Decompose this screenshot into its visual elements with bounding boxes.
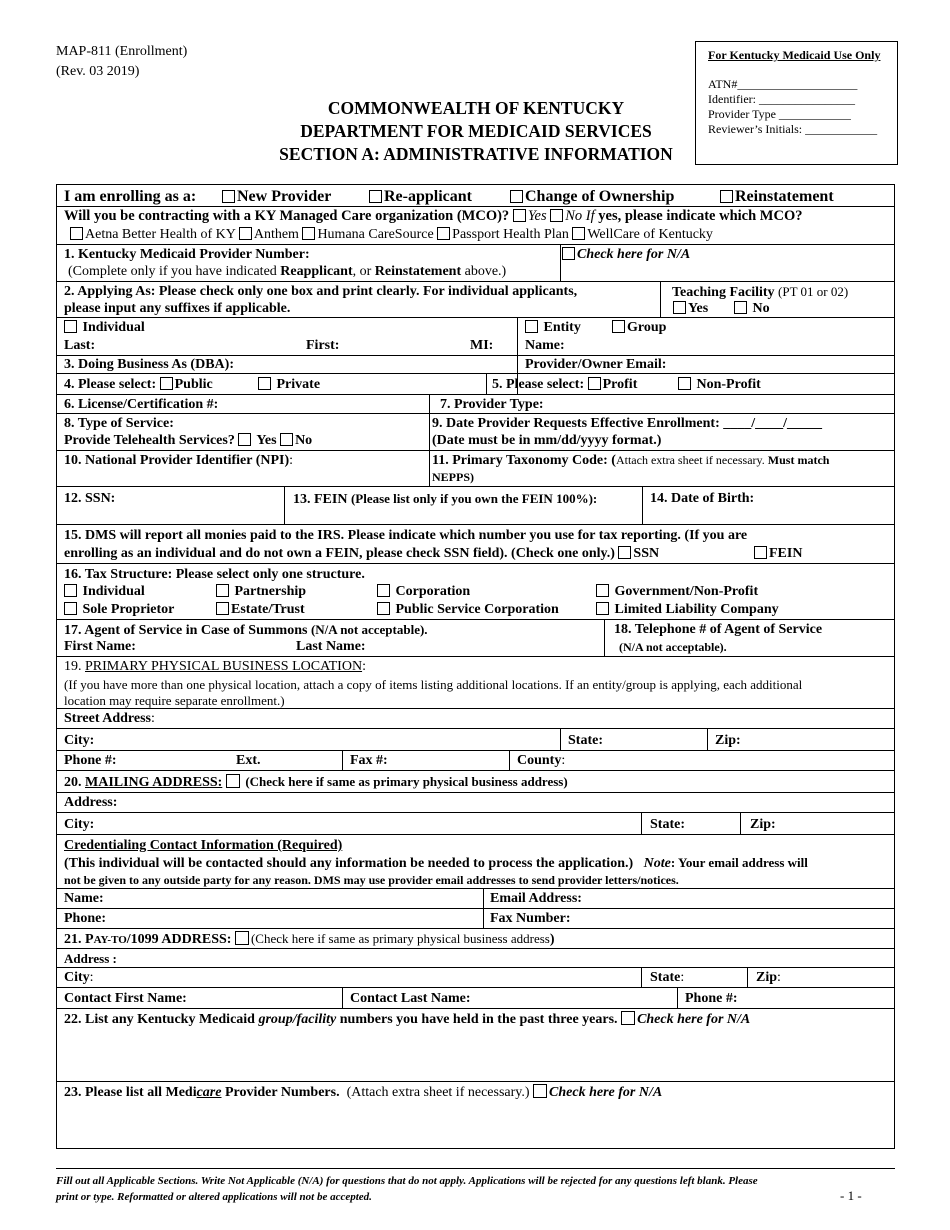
contact-first-label: Contact First Name: — [64, 991, 187, 1006]
credentialing-heading: Credentialing Contact Information (Required) — [64, 838, 343, 853]
q1-label: 1. Kentucky Medicaid Provider Number: — [64, 247, 310, 262]
q22-na-label: Check here for N/A — [637, 1012, 751, 1027]
mailing-same-checkbox[interactable] — [226, 774, 240, 788]
new-provider-option[interactable] — [222, 187, 331, 206]
title-line-1: COMMONWEALTH OF KENTUCKY — [327, 98, 625, 118]
q1-note-post: above.) — [461, 264, 507, 279]
q1-note-mid: , or — [352, 264, 375, 279]
agent-label: 17. Agent of Service in Case of Summons — [64, 623, 308, 638]
sole-option[interactable] — [64, 601, 174, 618]
agent-last-label: Last Name: — [296, 639, 366, 654]
partnership-label: Partnership — [234, 584, 307, 599]
mco-no-checkbox[interactable] — [550, 209, 563, 222]
divider — [56, 1081, 895, 1082]
fein-option-label: FEIN — [769, 546, 803, 561]
q19-note-1: (If you have more than one physical location, attach a copy of items listing additional locations. If an entity/group is applying, each additional — [64, 677, 803, 692]
telehealth-no-checkbox[interactable] — [280, 433, 293, 446]
teaching-facility — [672, 283, 848, 301]
taxonomy-row — [432, 452, 829, 469]
wellcare-label: WellCare of Kentucky — [587, 227, 713, 242]
public-checkbox[interactable] — [160, 377, 173, 390]
corporation-checkbox[interactable] — [377, 584, 390, 597]
divider — [56, 450, 895, 451]
q19-num: 19. — [64, 659, 85, 674]
form-id-text: MAP-811 (Enrollment) — [56, 44, 188, 59]
footer-line-1: Fill out all Applicable Sections. Write Not Applicable (N/A) for questions that do not apply. Applications will be rejected for any questions left blank. Please — [56, 1175, 758, 1187]
reinstatement-option[interactable] — [720, 187, 834, 206]
psc-option[interactable] — [377, 601, 559, 618]
cred-line1-text: (This individual will be contacted should any information be needed to process the application.) — [64, 856, 634, 871]
entity-checkbox[interactable] — [525, 320, 538, 333]
fein-checkbox[interactable] — [754, 546, 767, 559]
q1-note-reapplicant: Reapplicant — [280, 264, 353, 279]
divider — [641, 812, 642, 834]
q2-line1: 2. Applying As: Please check only one box and print clearly. For individual applicants, — [64, 284, 578, 299]
fein-option[interactable] — [754, 545, 802, 562]
enrolling-label: I am enrolling as a: — [64, 188, 197, 205]
npi-row — [64, 452, 293, 469]
agent-row — [64, 621, 428, 639]
divider — [56, 792, 895, 793]
county-label: County — [517, 753, 562, 768]
teaching-yes-option[interactable] — [673, 300, 708, 317]
change-ownership-checkbox[interactable] — [510, 190, 523, 203]
q1-note-reinstatement: Reinstatement — [374, 264, 462, 279]
mco-no-label: No — [565, 208, 583, 224]
footer-line-2: print or type. Reformatted or altered applications will not be accepted. — [56, 1191, 372, 1203]
estate-option[interactable] — [216, 601, 305, 618]
contact-last-label: Contact Last Name: — [350, 991, 471, 1006]
ssn-label: 12. SSN: — [64, 491, 116, 506]
divider — [56, 413, 895, 414]
divider — [56, 206, 895, 207]
zip-label: Zip: — [715, 733, 741, 748]
individual-option[interactable] — [64, 319, 145, 336]
q22-post: numbers you have held in the past three years. — [336, 1012, 618, 1027]
divider — [509, 750, 510, 770]
q19-note-2: location may require separate enrollment.) — [64, 693, 285, 708]
divider — [56, 656, 895, 657]
mco-if-label: If — [585, 208, 595, 224]
ext-label: Ext. — [236, 753, 261, 768]
last-name-label: Last: — [64, 338, 96, 353]
agent-phone-label: 18. Telephone # of Agent of Service — [614, 622, 823, 637]
divider — [56, 317, 895, 318]
title-line-3: SECTION A: ADMINISTRATIVE INFORMATION — [279, 144, 673, 164]
street-colon: : — [150, 711, 155, 726]
divider — [56, 244, 895, 245]
llc-option[interactable] — [596, 601, 779, 618]
taxonomy-label: 11. Primary Taxonomy Code: ( — [432, 453, 616, 468]
divider — [56, 770, 895, 771]
divider — [483, 888, 484, 928]
divider — [56, 928, 895, 929]
nonprofit-label: Non-Profit — [696, 377, 761, 392]
divider — [604, 619, 605, 656]
q21-note: (Check here if same as primary physical business address — [250, 931, 550, 946]
divider — [641, 967, 642, 987]
new-provider-label: New Provider — [237, 188, 332, 205]
page-title — [256, 97, 696, 166]
divider — [56, 750, 895, 751]
city-label: City: — [64, 733, 95, 748]
q1-na-checkbox[interactable] — [562, 247, 575, 260]
ssn-checkbox[interactable] — [618, 546, 631, 559]
form-id — [56, 42, 187, 82]
re-applicant-label: Re-applicant — [384, 188, 472, 205]
first-name-label: First: — [306, 338, 340, 353]
phone-label: Phone #: — [64, 753, 117, 768]
telehealth-yes-checkbox[interactable] — [238, 433, 251, 446]
reviewer-initials-field: Reviewer’s Initials: ____________ — [708, 122, 878, 136]
mco-question-row — [64, 208, 802, 225]
divider — [56, 834, 895, 835]
cred-email-label: Email Address: — [490, 891, 582, 906]
q23-note: (Attach extra sheet if necessary.) — [346, 1085, 530, 1100]
q23-italic: care — [196, 1085, 222, 1100]
cred-name-label: Name: — [64, 891, 104, 906]
tax-structure-label: 16. Tax Structure: Please select only one structure. — [64, 567, 365, 582]
q1-na-label: Check here for N/A — [577, 247, 691, 262]
public-label: Public — [174, 377, 213, 392]
q22-italic: group/facility — [258, 1012, 337, 1027]
pay-to-state-colon: : — [680, 970, 685, 985]
mailing-zip-label: Zip: — [750, 817, 776, 832]
q20-label: MAILING ADDRESS: — [85, 775, 223, 790]
llc-checkbox[interactable] — [596, 602, 609, 615]
individual-checkbox[interactable] — [64, 320, 77, 333]
cred-fax-label: Fax Number: — [490, 911, 571, 926]
divider — [342, 750, 343, 770]
form-revision: (Rev. 03 2019) — [56, 64, 140, 79]
divider — [560, 244, 561, 281]
divider — [56, 373, 895, 374]
q23-na-label: Check here for N/A — [549, 1085, 663, 1100]
effective-date-label: 9. Date Provider Requests Effective Enrollment: ____/____/_____ — [432, 416, 823, 431]
provider-type-label: 7. Provider Type: — [440, 397, 544, 412]
divider — [56, 524, 895, 525]
agent-first-label: First Name: — [64, 639, 136, 654]
q4-label: 4. Please select: — [64, 377, 157, 392]
llc-label: Limited Liability Company — [614, 602, 779, 617]
q22-na-checkbox[interactable] — [621, 1011, 635, 1025]
owner-email-label: Provider/Owner Email: — [525, 357, 667, 372]
government-label: Government/Non-Profit — [614, 584, 759, 599]
divider — [56, 394, 895, 395]
atn-field: ATN#____________________ — [708, 77, 858, 91]
humana-label: Humana CareSource — [317, 227, 434, 242]
q15-line2: enrolling as an individual and do not own a FEIN, please check SSN field). (Check one only.) — [64, 546, 615, 561]
passport-checkbox[interactable] — [437, 227, 450, 240]
divider — [677, 987, 678, 1008]
private-option[interactable] — [258, 376, 320, 393]
taxonomy-must: Must match — [764, 453, 830, 467]
taxonomy-nepps: NEPPS) — [432, 470, 474, 484]
tax-individual-checkbox[interactable] — [64, 584, 77, 597]
aetna-label: Aetna Better Health of KY — [85, 227, 236, 242]
license-label: 6. License/Certification #: — [64, 397, 219, 412]
reinstatement-checkbox[interactable] — [720, 190, 733, 203]
q4-row — [64, 376, 213, 393]
entity-label: Entity — [543, 320, 581, 335]
title-line-2: DEPARTMENT FOR MEDICAID SERVICES — [300, 121, 652, 141]
pay-to-zip-row — [756, 969, 781, 986]
q15-line1: 15. DMS will report all monies paid to the IRS. Please indicate which number you use for tax reporting. (If you are — [64, 528, 748, 543]
pay-to-city-colon: : — [89, 970, 94, 985]
anthem-label: Anthem — [253, 227, 299, 242]
private-label: Private — [276, 377, 321, 392]
estate-checkbox[interactable] — [216, 602, 229, 615]
telehealth-row — [64, 432, 312, 449]
divider — [284, 486, 285, 524]
change-ownership-label: Change of Ownership — [525, 188, 675, 205]
npi-colon: : — [289, 453, 294, 468]
effective-date-note: (Date must be in mm/dd/yyyy format.) — [432, 433, 662, 448]
divider — [56, 812, 895, 813]
county-row — [517, 752, 565, 769]
q19-colon: : — [362, 659, 366, 674]
npi-label: 10. National Provider Identifier (NPI) — [64, 453, 290, 468]
change-ownership-option[interactable] — [510, 187, 674, 206]
divider — [56, 908, 895, 909]
nonprofit-checkbox[interactable] — [678, 377, 691, 390]
mailing-row — [64, 773, 568, 791]
q1-note-pre: (Complete only if you have indicated — [68, 264, 281, 279]
dob-label: 14. Date of Birth: — [650, 491, 755, 506]
mco-which-label: yes, please indicate which MCO? — [598, 208, 803, 224]
use-only-heading: For Kentucky Medicaid Use Only — [708, 48, 881, 62]
pay-to-city-label: City — [64, 970, 90, 985]
street-address-label: Street Address — [64, 711, 151, 726]
page-number: - 1 - — [840, 1188, 862, 1203]
fein-label: 13. FEIN — [293, 492, 348, 507]
footer-rule — [56, 1168, 895, 1169]
teaching-no-label: No — [752, 301, 770, 316]
q5-row — [492, 376, 637, 393]
nonprofit-option[interactable] — [678, 376, 761, 393]
divider — [429, 394, 430, 486]
pay-to-state-label: State — [650, 970, 681, 985]
divider — [660, 281, 661, 317]
entity-name-label: Name: — [525, 338, 565, 353]
teaching-no-checkbox[interactable] — [734, 301, 747, 314]
government-checkbox[interactable] — [596, 584, 609, 597]
sole-checkbox[interactable] — [64, 602, 77, 615]
reinstatement-label: Reinstatement — [735, 188, 834, 205]
q21-label-rest: /1099 ADDRESS: — [126, 932, 232, 947]
pay-to-zip-label: Zip — [756, 970, 778, 985]
divider — [486, 373, 487, 394]
pay-to-address-label: Address : — [64, 951, 117, 966]
mco-options-row — [70, 226, 713, 243]
mi-label: MI: — [470, 338, 494, 353]
partnership-checkbox[interactable] — [216, 584, 229, 597]
divider — [56, 281, 895, 282]
q1-na-option[interactable] — [562, 246, 690, 263]
cred-note-label: Note — [643, 856, 671, 871]
q2-line2: please input any suffixes if applicable. — [64, 301, 291, 316]
fein-note: (Please list only if you own the FEIN 100%): — [350, 491, 598, 506]
individual-label: Individual — [82, 320, 145, 335]
divider — [642, 486, 643, 524]
fein-row — [293, 490, 597, 508]
passport-label: Passport Health Plan — [452, 227, 569, 242]
teaching-note: (PT 01 or 02) — [778, 284, 849, 299]
telehealth-yes-label: Yes — [256, 433, 277, 448]
ssn-option-label: SSN — [633, 546, 660, 561]
telehealth-no-label: No — [295, 433, 313, 448]
divider — [747, 967, 748, 987]
divider — [56, 987, 895, 988]
mailing-state-label: State: — [650, 817, 685, 832]
q15-line2-row — [64, 545, 659, 562]
cred-line2: not be given to any outside party for any reason. DMS may use provider email addresses to send provider letters/notices. — [64, 873, 679, 887]
wellcare-checkbox[interactable] — [572, 227, 585, 240]
pay-to-state-row — [650, 969, 684, 986]
q23-post: Provider Numbers. — [221, 1085, 340, 1100]
street-address-row — [64, 710, 155, 727]
agent-phone-note: (N/A not acceptable). — [619, 640, 727, 654]
teaching-no-option[interactable] — [734, 300, 770, 317]
new-provider-checkbox[interactable] — [222, 190, 235, 203]
teaching-yes-label: Yes — [688, 301, 709, 316]
corporation-option[interactable] — [377, 583, 470, 600]
divider — [56, 728, 895, 729]
footer-text — [56, 1173, 876, 1205]
pay-to-same-checkbox[interactable] — [235, 931, 249, 945]
humana-checkbox[interactable] — [302, 227, 315, 240]
q19-heading — [64, 658, 366, 675]
q21-note-close: ) — [549, 932, 555, 947]
divider — [740, 812, 741, 834]
divider — [56, 619, 895, 620]
teaching-label: Teaching Facility — [672, 285, 775, 300]
county-colon: : — [561, 753, 566, 768]
q20-note: (Check here if same as primary physical business address) — [245, 774, 568, 789]
contact-phone-label: Phone #: — [685, 991, 738, 1006]
identifier-field: Identifier: ________________ — [708, 92, 855, 106]
divider — [342, 987, 343, 1008]
group-checkbox[interactable] — [612, 320, 625, 333]
sole-label: Sole Proprietor — [82, 602, 175, 617]
agent-note: (N/A not acceptable). — [310, 622, 428, 637]
q22-row — [64, 1011, 750, 1028]
q23-pre: 23. Please list all Medi — [64, 1085, 197, 1100]
tax-individual-option[interactable] — [64, 583, 145, 600]
pay-to-city-row — [64, 969, 94, 986]
group-label: Group — [627, 320, 667, 335]
mailing-address-label: Address: — [64, 795, 118, 810]
fax-label: Fax #: — [350, 753, 388, 768]
re-applicant-option[interactable] — [369, 187, 472, 206]
mco-yes-checkbox[interactable] — [513, 209, 526, 222]
divider — [56, 486, 895, 487]
q21-label-sc: AY-TO — [93, 934, 127, 946]
dba-label: 3. Doing Business As (DBA): — [64, 357, 234, 372]
teaching-yes-checkbox[interactable] — [673, 301, 686, 314]
government-option[interactable] — [596, 583, 758, 600]
cred-line1 — [64, 854, 808, 872]
divider — [560, 728, 561, 750]
taxonomy-note: Attach extra sheet if necessary. — [615, 453, 765, 467]
q5-label: 5. Please select: — [492, 377, 585, 392]
divider — [56, 1008, 895, 1009]
re-applicant-checkbox[interactable] — [369, 190, 382, 203]
estate-label: Estate/Trust — [231, 602, 305, 617]
entity-option[interactable] — [525, 319, 581, 336]
psc-label: Public Service Corporation — [395, 602, 559, 617]
tax-individual-label: Individual — [82, 584, 145, 599]
state-label: State: — [568, 733, 603, 748]
mco-yes-label: Yes — [527, 208, 547, 224]
private-checkbox[interactable] — [258, 377, 271, 390]
anthem-checkbox[interactable] — [239, 227, 252, 240]
q20-num: 20. — [64, 775, 85, 790]
group-option[interactable] — [612, 319, 666, 336]
provider-type-field: Provider Type ____________ — [708, 107, 851, 121]
mco-question: Will you be contracting with a KY Managed Care organization (MCO)? — [64, 208, 510, 224]
pay-to-zip-colon: : — [777, 970, 781, 985]
q21-num: 21. P — [64, 932, 94, 947]
q23-na-checkbox[interactable] — [533, 1084, 547, 1098]
partnership-option[interactable] — [216, 583, 306, 600]
psc-checkbox[interactable] — [377, 602, 390, 615]
type-of-service-label: 8. Type of Service: — [64, 416, 174, 431]
cred-phone-label: Phone: — [64, 911, 106, 926]
profit-checkbox[interactable] — [588, 377, 601, 390]
divider — [56, 563, 895, 564]
telehealth-label: Provide Telehealth Services? — [64, 433, 235, 448]
q19-label: PRIMARY PHYSICAL BUSINESS LOCATION — [85, 659, 363, 674]
mailing-city-label: City: — [64, 817, 95, 832]
divider — [56, 967, 895, 968]
divider — [707, 728, 708, 750]
q1-note — [68, 263, 506, 280]
corporation-label: Corporation — [395, 584, 471, 599]
q22-pre: 22. List any Kentucky Medicaid — [64, 1012, 259, 1027]
cred-line1-end: : Your email address will — [670, 855, 808, 870]
q23-row — [64, 1084, 662, 1101]
medicaid-use-only-box — [695, 41, 898, 165]
pay-to-row — [64, 930, 555, 949]
aetna-checkbox[interactable] — [70, 227, 83, 240]
profit-label: Profit — [602, 377, 638, 392]
